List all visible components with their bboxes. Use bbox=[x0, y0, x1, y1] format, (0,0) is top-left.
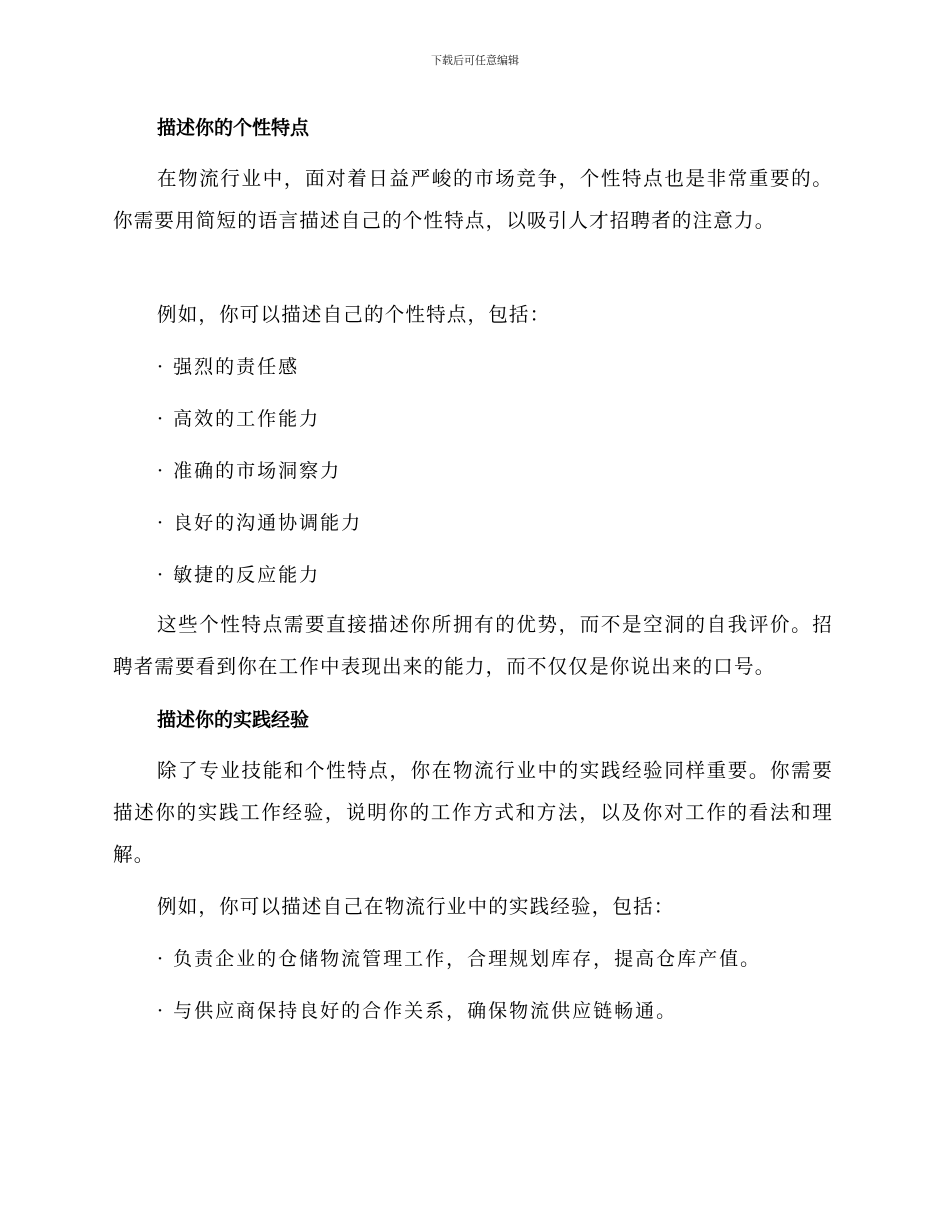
page-header: 下载后可任意编辑 bbox=[431, 54, 519, 67]
paragraph-experience-example-lead: 例如，你可以描述自己在物流行业中的实践经验，包括： bbox=[157, 895, 675, 918]
paragraph-personality-example-lead: 例如，你可以描述自己的个性特点，包括： bbox=[157, 303, 551, 326]
list-item: · 敏捷的反应能力 bbox=[157, 564, 321, 586]
paragraph-personality-intro: 在物流行业中，面对着日益严峻的市场竞争，个性特点也是非常重要的。你需要用简短的语言描述自己的个性特点，以吸引人才招聘者的注意力。 bbox=[113, 167, 833, 232]
section-heading-experience: 描述你的实践经验 bbox=[157, 709, 310, 731]
paragraph-experience-intro: 除了专业技能和个性特点，你在物流行业中的实践经验同样重要。你需要描述你的实践工作经验，说明你的工作方式和方法，以及你对工作的看法和理解。 bbox=[113, 759, 833, 866]
list-item: · 良好的沟通协调能力 bbox=[157, 512, 363, 534]
paragraph-personality-conclusion: 这些个性特点需要直接描述你所拥有的优势，而不是空洞的自我评价。招聘者需要看到你在工作中表现出来的能力，而不仅仅是你说出来的口号。 bbox=[113, 613, 833, 678]
list-item: · 强烈的责任感 bbox=[157, 356, 300, 378]
list-item: · 高效的工作能力 bbox=[157, 408, 321, 430]
section-heading-personality: 描述你的个性特点 bbox=[157, 117, 310, 139]
list-item: · 准确的市场洞察力 bbox=[157, 460, 342, 482]
list-item: · 负责企业的仓储物流管理工作，合理规划库存，提高仓库产值。 bbox=[157, 948, 762, 970]
list-item: · 与供应商保持良好的合作关系，确保物流供应链畅通。 bbox=[157, 1000, 678, 1022]
